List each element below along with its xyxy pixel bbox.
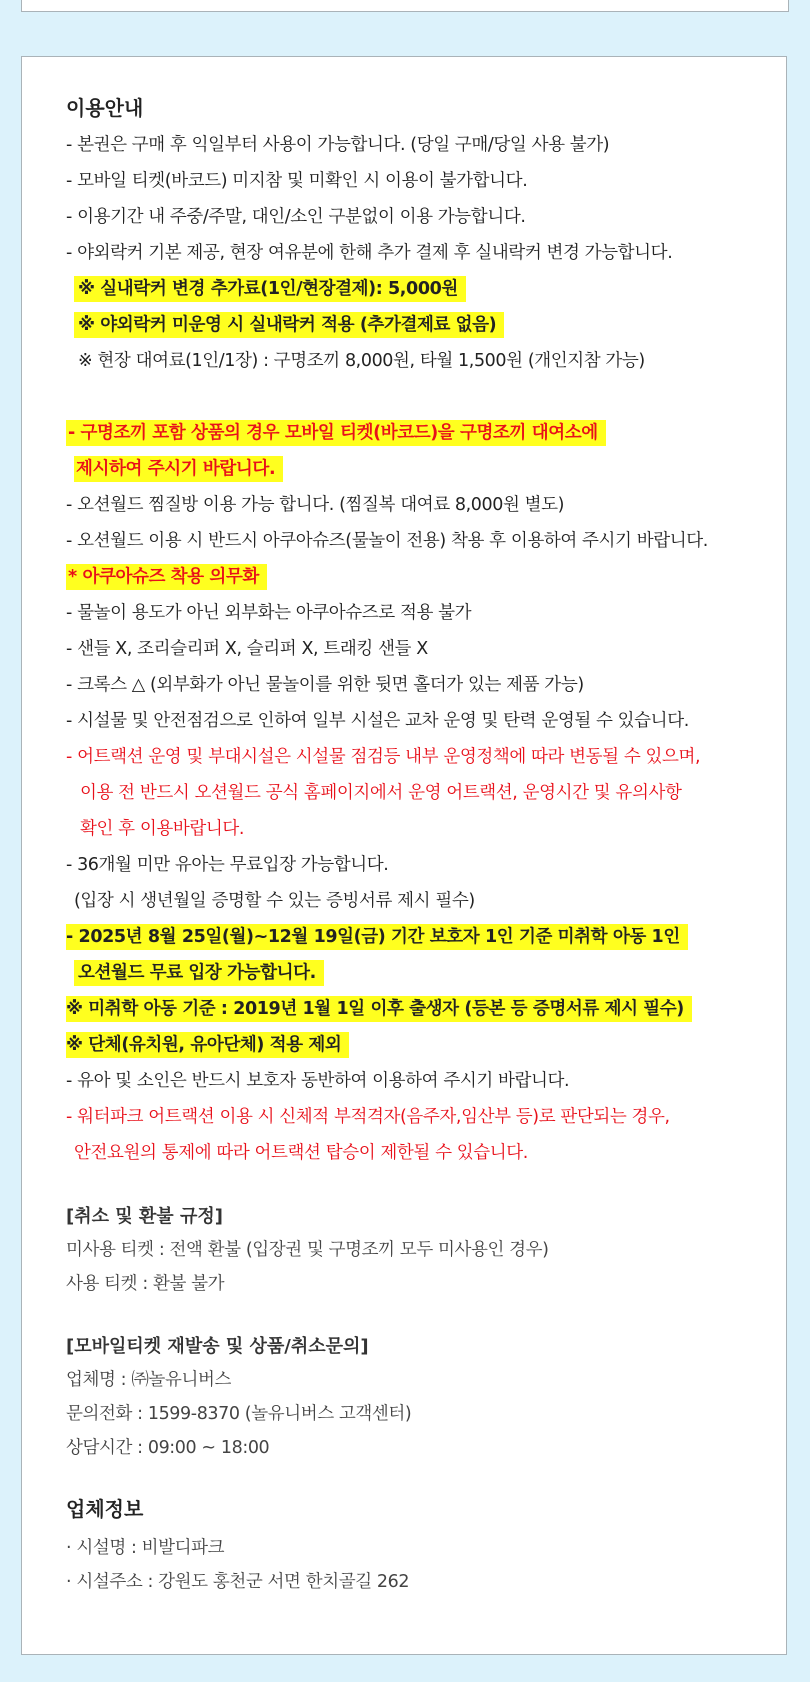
guide-line: - 모바일 티켓(바코드) 미지참 및 미확인 시 이용이 불가합니다.: [66, 171, 528, 191]
usage-guide-content: [66, 94, 776, 1599]
guide-line: - 오션월드 이용 시 반드시 아쿠아슈즈(물놀이 전용) 착용 후 이용하여 주시기 바랍니다.: [66, 531, 708, 551]
guide-highlight: ※ 단체(유치원, 유아단체) 적용 제외: [66, 1027, 776, 1063]
company-line: · 시설주소 : 강원도 홍천군 서면 한치골길 262: [66, 1572, 410, 1592]
guide-line: - 36개월 미만 유아는 무료입장 가능합니다.: [66, 855, 389, 875]
refund-title: [취소 및 환불 규정]: [66, 1206, 223, 1227]
guide-warning-highlight: 제시하여 주시기 바랍니다.: [66, 451, 776, 487]
guide-line: - 샌들 X, 조리슬리퍼 X, 슬리퍼 X, 트래킹 샌들 X: [66, 639, 428, 659]
usage-guide-title: 이용안내: [66, 96, 144, 120]
guide-line: - 야외락커 기본 제공, 현장 여유분에 한해 추가 결제 후 실내락커 변경 가능합니다.: [66, 243, 673, 263]
guide-highlight: - 2025년 8월 25일(월)~12월 19일(금) 기간 보호자 1인 기준 미취학 아동 1인: [66, 919, 776, 955]
previous-card-bottom: [21, 0, 789, 12]
guide-red-line: 안전요원의 통제에 따라 어트랙션 탑승이 제한될 수 있습니다.: [74, 1143, 528, 1163]
refund-line: 미사용 티켓 : 전액 환불 (입장권 및 구명조끼 모두 미사용인 경우): [66, 1240, 549, 1260]
guide-line: - 오션월드 찜질방 이용 가능 합니다. (찜질복 대여료 8,000원 별도): [66, 495, 565, 515]
company-title: 업체정보: [66, 1497, 144, 1521]
guide-line: - 크록스 △ (외부화가 아닌 물놀이를 위한 뒷면 홀더가 있는 제품 가능): [66, 675, 584, 695]
guide-line: - 물놀이 용도가 아닌 외부화는 아쿠아슈즈로 적용 불가: [66, 603, 472, 623]
guide-note-highlight: ※ 야외락커 미운영 시 실내락커 적용 (추가결제료 없음): [66, 307, 776, 343]
guide-warning-highlight: - 구명조끼 포함 상품의 경우 모바일 티켓(바코드)을 구명조끼 대여소에: [66, 415, 776, 451]
guide-line: - 이용기간 내 주중/주말, 대인/소인 구분없이 이용 가능합니다.: [66, 207, 526, 227]
guide-line: - 시설물 및 안전점검으로 인하여 일부 시설은 교차 운영 및 탄력 운영될 수 있습니다.: [66, 711, 689, 731]
guide-red-line: - 어트랙션 운영 및 부대시설은 시설물 점검등 내부 운영정책에 따라 변동될 수 있으며,: [66, 747, 701, 767]
inquiry-line: 문의전화 : 1599-8370 (놀유니버스 고객센터): [66, 1404, 412, 1424]
refund-line: 사용 티켓 : 환불 불가: [66, 1274, 225, 1294]
guide-note: ※ 현장 대여료(1인/1장) : 구명조끼 8,000원, 타월 1,500원 (개인지참 가능): [78, 351, 645, 371]
guide-red-line: 확인 후 이용바랍니다.: [80, 819, 245, 839]
guide-highlight: 오션월드 무료 입장 가능합니다.: [66, 955, 776, 991]
guide-highlight: ※ 미취학 아동 기준 : 2019년 1월 1일 이후 출생자 (등본 등 증명서류 제시 필수): [66, 991, 776, 1027]
usage-guide-card: [21, 56, 787, 1655]
company-line: · 시설명 : 비발디파크: [66, 1538, 225, 1558]
guide-line: (입장 시 생년월일 증명할 수 있는 증빙서류 제시 필수): [74, 891, 475, 911]
inquiry-line: 업체명 : ㈜놀유니버스: [66, 1370, 231, 1390]
guide-warning-highlight: * 아쿠아슈즈 착용 의무화: [66, 559, 776, 595]
guide-line: - 유아 및 소인은 반드시 보호자 동반하여 이용하여 주시기 바랍니다.: [66, 1071, 570, 1091]
inquiry-line: 상담시간 : 09:00 ~ 18:00: [66, 1438, 270, 1458]
inquiry-title: [모바일티켓 재발송 및 상품/취소문의]: [66, 1336, 369, 1357]
guide-line: - 본권은 구매 후 익일부터 사용이 가능합니다. (당일 구매/당일 사용 불가): [66, 135, 610, 155]
guide-note-highlight: ※ 실내락커 변경 추가료(1인/현장결제): 5,000원: [66, 271, 776, 307]
guide-red-line: 이용 전 반드시 오션월드 공식 홈페이지에서 운영 어트랙션, 운영시간 및 유의사항: [80, 783, 682, 803]
guide-red-line: - 워터파크 어트랙션 이용 시 신체적 부적격자(음주자,임산부 등)로 판단되는 경우,: [66, 1107, 670, 1127]
